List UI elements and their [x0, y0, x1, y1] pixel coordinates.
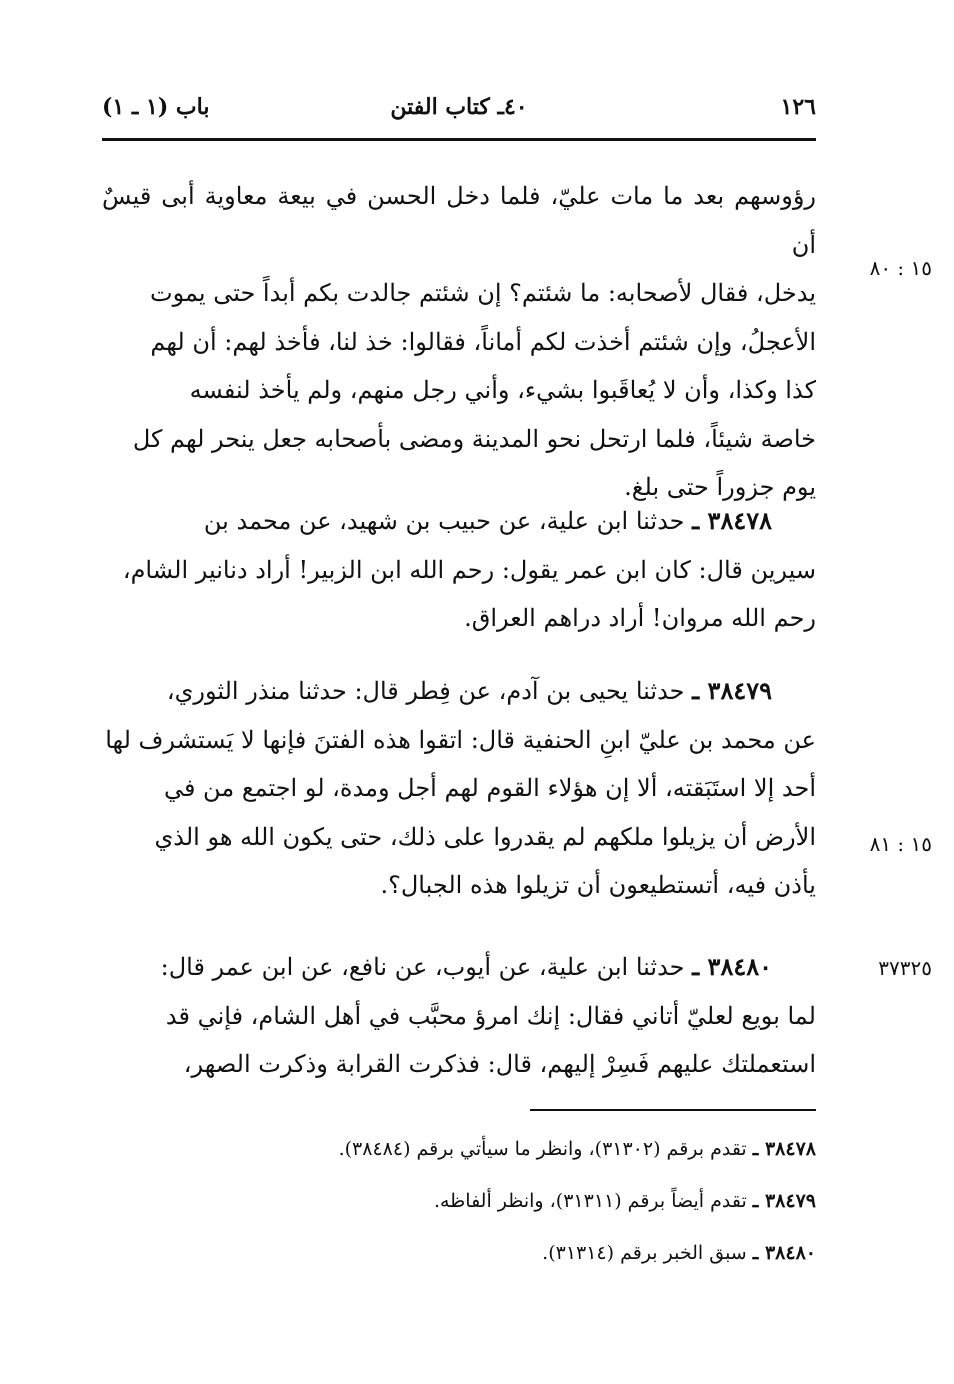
footnote: [102, 1242, 816, 1264]
footnote-text: تقدم برقم (٣١٣٠٢)، وانظر ما سيأتي برقم (٣٨٤٨٤).: [338, 1138, 747, 1160]
text-line: أحد إلا استَبَقته، ألا إن هؤلاء القوم لهم أجل ومدة، لو اجتمع من في: [163, 774, 816, 802]
footnote: [102, 1138, 816, 1160]
text-line: ٣٨٤٧٨ ـ حدثنا ابن علية، عن حبيب بن شهيد، عن محمد بن: [203, 506, 772, 535]
hadith-number: ٣٨٤٧٩ ـ: [692, 676, 772, 705]
text-line: ٣٨٤٨٠ ـ حدثنا ابن علية، عن أيوب، عن نافع، عن ابن عمر قال:: [160, 952, 772, 981]
text-line: ٣٨٤٧٩ ـ حدثنا يحيى بن آدم، عن فِطر قال: حدثنا منذر الثوري،: [166, 676, 772, 705]
footnote-number: ٣٨٤٧٩ ـ: [752, 1190, 816, 1212]
footnote: [102, 1190, 816, 1212]
text-line: كذا وكذا، وأن لا يُعاقَبوا بشيء، وأني رجل منهم، ولم يأخذ لنفسه: [189, 376, 816, 404]
footnote-text: سبق الخبر برقم (٣١٣١٤).: [542, 1242, 747, 1264]
page-header: [102, 86, 816, 126]
paragraph-continuation: [102, 172, 816, 512]
hadith-38478: [102, 497, 816, 643]
margin-ref: ١٥ : ٨١: [869, 832, 932, 856]
text-line: يدخل، فقال لأصحابه: ما شئتم؟ إن شئتم جالدت بكم أبداً حتى يموت: [150, 279, 816, 307]
footnote-text: تقدم أيضاً برقم (٣١٣١١)، وانظر ألفاظه.: [433, 1190, 747, 1212]
text-line: استعملتك عليهم فَسِرْ إليهم، قال: فذكرت القرابة وذكرت الصهر،: [183, 1050, 816, 1078]
book-title: ٤٠ـ كتاب الفتن: [390, 94, 528, 120]
footnote-number: ٣٨٤٨٠ ـ: [752, 1242, 816, 1264]
hadith-number: ٣٨٤٧٨ ـ: [692, 506, 772, 535]
text-line: رحم الله مروان! أراد دراهم العراق.: [464, 604, 816, 632]
footnote-number: ٣٨٤٧٨ ـ: [752, 1138, 816, 1160]
chapter-label: باب (١ ـ ١): [102, 94, 210, 120]
text-line: يأذن فيه، أتستطيعون أن تزيلوا هذه الجبال؟.: [380, 871, 816, 899]
margin-ref: ١٥ : ٨٠: [869, 256, 932, 280]
text-line: لما بويع لعليّ أتاني فقال: إنك امرؤ محبَّب في أهل الشام، فإني قد: [165, 1001, 816, 1030]
text-line: الأعجلُ، وإن شئتم أخذت لكم أماناً، فقالوا: خذ لنا، فأخذ لهم: أن لهم: [150, 327, 816, 356]
hadith-number: ٣٨٤٨٠ ـ: [692, 952, 772, 981]
footnote-rule: [530, 1109, 816, 1111]
text-line: سيرين قال: كان ابن عمر يقول: رحم الله ابن الزبير! أراد دنانير الشام،: [122, 555, 816, 584]
text-line: رؤوسهم بعد ما مات عليّ، فلما دخل الحسن في بيعة معاوية أبى قيسٌ أن: [102, 182, 816, 259]
text-line: عن محمد بن عليّ ابنِ الحنفية قال: اتقوا هذه الفتنَ فإنها لا يَستشرف لها: [105, 725, 816, 754]
page-number: ١٢٦: [780, 94, 816, 120]
margin-ref: ٣٧٣٢٥: [878, 956, 932, 980]
text-line: الأرض أن يزيلوا ملكهم لم يقدروا على ذلك، حتى يكون الله هو الذي: [154, 822, 816, 851]
hadith-38479: [102, 667, 816, 910]
header-rule: [102, 138, 816, 141]
hadith-38480: [102, 943, 816, 1089]
text-line: يوم جزوراً حتى بلغ.: [624, 473, 816, 501]
text-line: خاصة شيئاً، فلما ارتحل نحو المدينة ومضى بأصحابه جعل ينحر لهم كل: [132, 424, 816, 453]
